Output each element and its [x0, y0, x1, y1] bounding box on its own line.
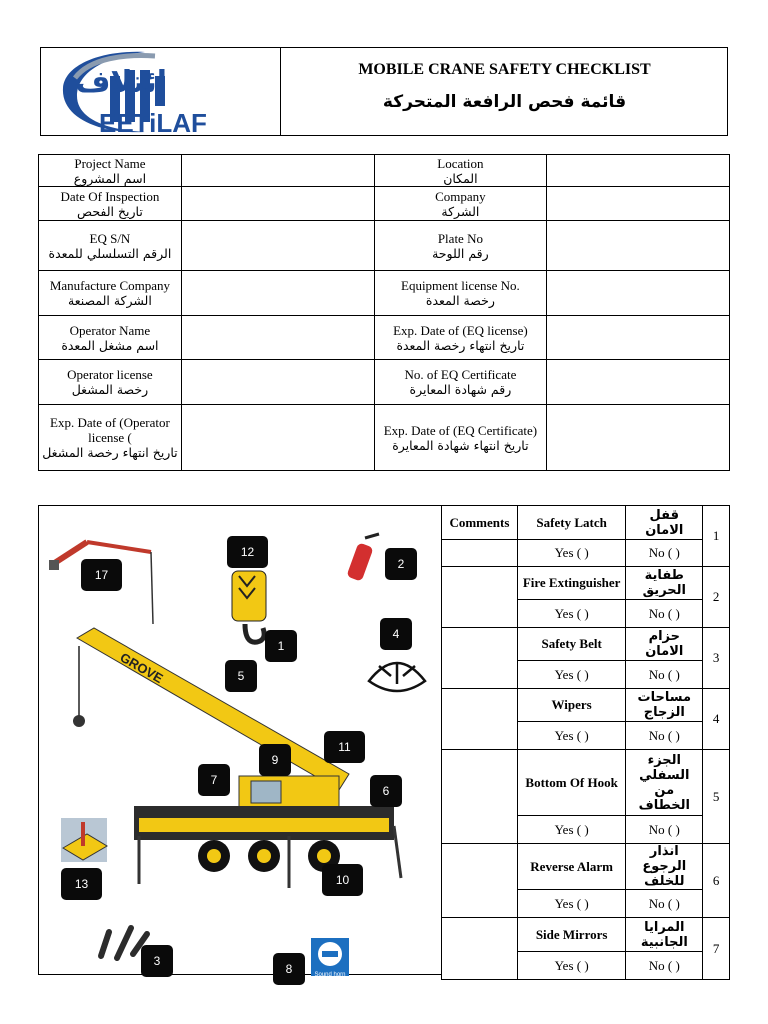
- tag-4: 4: [380, 618, 412, 650]
- tag-17: 17: [81, 559, 122, 591]
- item-label-ar: قفل الامان: [626, 506, 703, 540]
- info-value-field[interactable]: [181, 221, 374, 271]
- tag-7: 7: [198, 764, 230, 796]
- checklist-item-row: [442, 628, 730, 661]
- comments-header: Comments: [442, 506, 518, 540]
- item-number: 5: [703, 750, 730, 844]
- tag-9: 9: [259, 744, 291, 776]
- tag-5: 5: [225, 660, 257, 692]
- no-option[interactable]: No ( ): [626, 890, 703, 918]
- comment-field[interactable]: [442, 567, 518, 628]
- info-row: [39, 405, 730, 471]
- checklist-item-row: [442, 750, 730, 816]
- logo-english: EETiLAF: [99, 108, 207, 136]
- no-option[interactable]: No ( ): [626, 661, 703, 689]
- item-number: 6: [703, 844, 730, 918]
- tag-1: 1: [265, 630, 297, 662]
- item-number: 4: [703, 689, 730, 750]
- item-number: 1: [703, 506, 730, 567]
- info-value-field[interactable]: [181, 271, 374, 316]
- yes-option[interactable]: Yes ( ): [517, 952, 626, 980]
- yes-option[interactable]: Yes ( ): [517, 722, 626, 750]
- info-label: Company الشركة: [374, 187, 547, 221]
- comment-field[interactable]: [442, 689, 518, 750]
- comment-field[interactable]: [442, 918, 518, 980]
- info-label: Plate No رقم اللوحة: [374, 221, 547, 271]
- info-value-field[interactable]: [181, 316, 374, 360]
- yes-option[interactable]: Yes ( ): [517, 661, 626, 689]
- tag-13: 13: [61, 868, 102, 900]
- checklist-table: [441, 505, 730, 980]
- info-label: Operator license رخصة المشغل: [39, 360, 182, 405]
- info-value-field[interactable]: [181, 155, 374, 187]
- info-value-field[interactable]: [547, 316, 730, 360]
- no-option[interactable]: No ( ): [626, 952, 703, 980]
- checklist-item-row: [442, 844, 730, 890]
- item-label-en: Bottom Of Hook: [517, 750, 626, 816]
- info-value-field[interactable]: [547, 360, 730, 405]
- item-number: 7: [703, 918, 730, 980]
- title-english: MOBILE CRANE SAFETY CHECKLIST: [358, 61, 651, 78]
- comment-field[interactable]: [442, 628, 518, 689]
- info-row: [39, 221, 730, 271]
- info-value-field[interactable]: [181, 360, 374, 405]
- info-label: Manufacture Company الشركة المصنعة: [39, 271, 182, 316]
- comment-field[interactable]: [442, 540, 518, 567]
- fire-extinguisher-icon: [346, 534, 379, 582]
- info-label: Operator Name اسم مشغل المعدة: [39, 316, 182, 360]
- comment-field[interactable]: [442, 750, 518, 844]
- item-label-ar: انذار الرجوع للخلف: [626, 844, 703, 890]
- checklist-item-row: [442, 689, 730, 722]
- info-label: Equipment license No. رخصة المعدة: [374, 271, 547, 316]
- info-value-field[interactable]: [547, 271, 730, 316]
- hook-block-icon: [232, 571, 266, 642]
- checklist-item-row: [442, 918, 730, 952]
- wiper-icon: [369, 663, 425, 691]
- item-label-en: Safety Belt: [517, 628, 626, 661]
- company-logo: [55, 48, 275, 136]
- crane-brand-label: GROVE: [117, 649, 166, 687]
- info-value-field[interactable]: [181, 405, 374, 471]
- no-option[interactable]: No ( ): [626, 600, 703, 628]
- comment-field[interactable]: [442, 844, 518, 918]
- info-row: [39, 187, 730, 221]
- info-value-field[interactable]: [547, 405, 730, 471]
- tag-8: 8: [273, 953, 305, 985]
- item-label-ar: حزام الامان: [626, 628, 703, 661]
- item-label-ar: المرايا الجانبية: [626, 918, 703, 952]
- tag-3: 3: [141, 945, 173, 977]
- info-label: No. of EQ Certificate رقم شهادة المعايرة: [374, 360, 547, 405]
- item-label-en: Fire Extinguisher: [517, 567, 626, 600]
- sound-horn-sign-icon: [311, 938, 349, 976]
- info-value-field[interactable]: [547, 221, 730, 271]
- item-label-en: Side Mirrors: [517, 918, 626, 952]
- item-label-en: Safety Latch: [517, 506, 626, 540]
- tag-2: 2: [385, 548, 417, 580]
- item-label-ar: مساحات الزجاج: [626, 689, 703, 722]
- yes-option[interactable]: Yes ( ): [517, 600, 626, 628]
- info-label: Exp. Date of (Operator license ( تاريخ انتهاء رخصة المشغل: [39, 405, 182, 471]
- tag-6: 6: [370, 775, 402, 807]
- item-label-ar: طفاية الحريق: [626, 567, 703, 600]
- item-label-ar: الجزء السفلي من الخطاف: [626, 750, 703, 816]
- title-arabic: قائمة فحص الرافعة المتحركة: [382, 92, 627, 112]
- info-value-field[interactable]: [181, 187, 374, 221]
- no-option[interactable]: No ( ): [626, 540, 703, 567]
- info-label: Exp. Date of (EQ license) تاريخ انتهاء رخصة المعدة: [374, 316, 547, 360]
- info-row: [39, 316, 730, 360]
- item-label-en: Reverse Alarm: [517, 844, 626, 890]
- logo-arabic: ائتلاف: [75, 65, 167, 100]
- outrigger-pad-icon: [61, 818, 107, 862]
- info-row: [39, 271, 730, 316]
- yes-option[interactable]: Yes ( ): [517, 540, 626, 567]
- tag-11: 11: [324, 731, 365, 763]
- tag-10: 10: [322, 864, 363, 896]
- info-row: [39, 155, 730, 187]
- checklist-item-row: [442, 506, 730, 540]
- info-label: EQ S/N الرقم التسلسلي للمعدة: [39, 221, 182, 271]
- info-value-field[interactable]: [547, 187, 730, 221]
- no-option[interactable]: No ( ): [626, 722, 703, 750]
- no-option[interactable]: No ( ): [626, 816, 703, 844]
- checklist-item-row: [442, 567, 730, 600]
- tag-12: 12: [227, 536, 268, 568]
- yes-option[interactable]: Yes ( ): [517, 890, 626, 918]
- checklist-answer-row: [442, 540, 730, 567]
- info-row: [39, 360, 730, 405]
- info-label: Location المكان: [374, 155, 547, 187]
- info-value-field[interactable]: [547, 155, 730, 187]
- item-number: 2: [703, 567, 730, 628]
- sign-text: Sound horn: [314, 972, 346, 976]
- info-label: Project Name اسم المشروع: [39, 155, 182, 187]
- info-label: Exp. Date of (EQ Certificate) تاريخ انتهاء شهادة المعايرة: [374, 405, 547, 471]
- item-label-en: Wipers: [517, 689, 626, 722]
- yes-option[interactable]: Yes ( ): [517, 816, 626, 844]
- info-label: Date Of Inspection تاريخ الفحص: [39, 187, 182, 221]
- info-table: [38, 154, 730, 471]
- item-number: 3: [703, 628, 730, 689]
